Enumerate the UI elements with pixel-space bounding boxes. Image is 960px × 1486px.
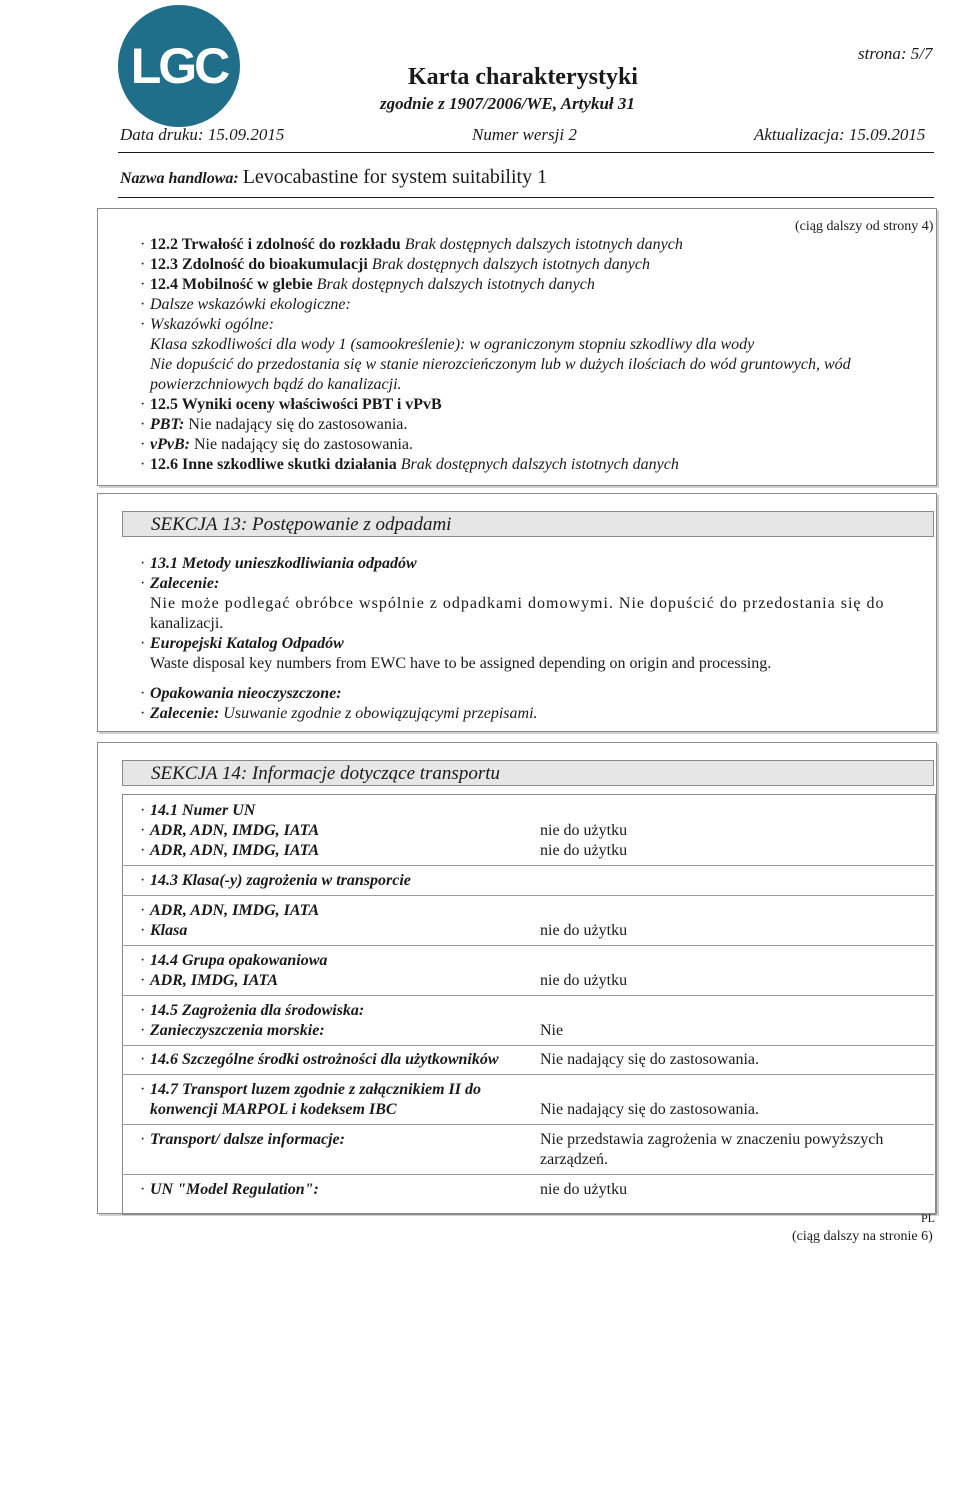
s12-2-line: · 12.2 Trwałość i zdolność do rozkładu Brak dostępnych dalszych istotnych danych [140, 236, 683, 253]
s14-3-line: · 14.3 Klasa(-y) zagrożenia w transporcie [140, 872, 411, 889]
s14-7-label-1: 14.7 Transport luzem zgodnie z załącznikiem II do [150, 1081, 482, 1098]
un-row1: · ADR, ADN, IMDG, IATA [140, 822, 320, 839]
s13-1-label: 13.1 Metody unieszkodliwiania odpadów [150, 555, 417, 572]
vpvb-line: · vPvB: Nie nadający się do zastosowania. [140, 436, 414, 453]
s12-4-label: 12.4 Mobilność w glebie [150, 276, 313, 293]
row-divider [122, 1045, 934, 1046]
pbt-label: PBT: [150, 416, 185, 433]
s12-3-value: Brak dostępnych dalszych istotnych danych [371, 256, 650, 273]
s14-5-label: 14.5 Zagrożenia dla środowiska: [150, 1002, 365, 1019]
pbt-line: · PBT: Nie nadający się do zastosowania. [140, 416, 408, 433]
marine-line: · Zanieczyszczenia morskie: [140, 1022, 325, 1039]
row-divider [122, 945, 934, 946]
trade-name-label: Nazwa handlowa: [120, 170, 239, 187]
model-label: UN "Model Regulation": [150, 1181, 319, 1198]
s14-4-label: 14.4 Grupa opakowaniowa [150, 952, 328, 969]
pg-modes: ADR, IMDG, IATA [150, 972, 279, 989]
logo-text: LGC [130, 38, 228, 94]
document-title: Karta charakterystyki [408, 64, 638, 90]
section-13-heading: SEKCJA 13: Postępowanie z odpadami [122, 511, 934, 537]
section-14-heading: SEKCJA 14: Informacje dotyczące transportu [122, 760, 934, 786]
further-label: Transport/ dalsze informacje: [150, 1131, 345, 1148]
row-divider [122, 895, 934, 896]
general-hints: Wskazówki ogólne: [150, 316, 274, 333]
s12-6-value: Brak dostępnych dalszych istotnych danych [400, 456, 679, 473]
s14-7-value: Nie nadający się do zastosowania. [540, 1101, 760, 1118]
water-hazard [150, 336, 754, 354]
s14-6-line: · 14.6 Szczególne środki ostrożności dla użytkowników [140, 1051, 499, 1068]
further-value-1: Nie przedstawia zagrożenia w znaczeniu powyższych [540, 1131, 884, 1148]
marine-value: Nie [540, 1022, 564, 1039]
do-not-allow-1 [150, 356, 851, 374]
language-code: PL [921, 1211, 936, 1225]
s14-1-label: 14.1 Numer UN [150, 802, 256, 819]
s12-5-label: 12.5 Wyniki oceny właściwości PBT i vPvB [150, 396, 442, 413]
trade-name-line [120, 166, 547, 189]
un-row2-value: nie do użytku [540, 842, 628, 859]
s12-3-line: · 12.3 Zdolność do bioakumulacji Brak dostępnych dalszych istotnych danych [140, 256, 650, 273]
pg-value: nie do użytku [540, 972, 628, 989]
un-row1-value: nie do użytku [540, 822, 628, 839]
pack-rec-label: Zalecenie: [150, 705, 220, 722]
rec-text-1: Nie może podlegać obróbce wspólnie z odpadkami domowymi. Nie dopuścić do przedostania się do [150, 595, 885, 612]
row-divider [122, 995, 934, 996]
further-line: · Transport/ dalsze informacje: [140, 1131, 345, 1148]
s12-6-label: 12.6 Inne szkodliwe skutki działania [150, 456, 397, 473]
row-divider [122, 1124, 934, 1125]
row-divider [122, 1074, 934, 1075]
vpvb-label: vPvB: [150, 436, 190, 453]
further-value-2: zarządzeń. [540, 1151, 608, 1168]
s14-4-line: · 14.4 Grupa opakowaniowa [140, 952, 328, 969]
recommendation-line: · Zalecenie: [140, 575, 220, 592]
s14-7-line1: · 14.7 Transport luzem zgodnie z załącznikiem II do [140, 1081, 482, 1098]
header-rule [118, 152, 934, 153]
s14-5-line: · 14.5 Zagrożenia dla środowiska: [140, 1002, 365, 1019]
s14-7-line2 [150, 1101, 397, 1119]
further-eco: Dalsze wskazówki ekologiczne: [150, 296, 351, 313]
version-number: Numer wersji 2 [472, 125, 577, 144]
un-row2-label: ADR, ADN, IMDG, IATA [150, 842, 320, 859]
un-row2: · ADR, ADN, IMDG, IATA [140, 842, 320, 859]
model-value: nie do użytku [540, 1181, 628, 1198]
s12-3-label: 12.3 Zdolność do bioakumulacji [150, 256, 368, 273]
update-date: Aktualizacja: 15.09.2015 [754, 125, 926, 144]
do-not-allow-1-text: Nie dopuścić do przedostania się w stanie nierozcieńczonym lub w dużych ilościach do wód gruntowych, wód [150, 356, 851, 373]
s12-2-value: Brak dostępnych dalszych istotnych danych [404, 236, 683, 253]
s12-4-line: · 12.4 Mobilność w glebie Brak dostępnych dalszych istotnych danych [140, 276, 595, 293]
s12-2-label: 12.2 Trwałość i zdolność do rozkładu [150, 236, 401, 253]
ewc-line: · Europejski Katalog Odpadów [140, 635, 344, 652]
pbt-value: Nie nadający się do zastosowania. [188, 416, 408, 433]
un-row1-label: ADR, ADN, IMDG, IATA [150, 822, 320, 839]
packaging-label: Opakowania nieoczyszczone: [150, 685, 342, 702]
ewc-text: Waste disposal key numbers from EWC have to be assigned depending on origin and processing. [150, 655, 772, 672]
do-not-allow-2-text: powierzchniowych bądź do kanalizacji. [150, 376, 402, 393]
model-line: · UN "Model Regulation": [140, 1181, 319, 1198]
s14-6-label: 14.6 Szczególne środki ostrożności dla użytkowników [150, 1051, 499, 1068]
pack-rec-value: Usuwanie zgodnie z obowiązującymi przepisami. [223, 705, 538, 722]
general-line: · Wskazówki ogólne: [140, 316, 274, 333]
s12-6-line: · 12.6 Inne szkodliwe skutki działania Brak dostępnych dalszych istotnych danych [140, 456, 679, 473]
s12-4-value: Brak dostępnych dalszych istotnych danych [316, 276, 595, 293]
recommendation-label: Zalecenie: [150, 575, 220, 592]
page-number: strona: 5/7 [858, 44, 933, 63]
further-eco-line: · Dalsze wskazówki ekologiczne: [140, 296, 351, 313]
s13-1-line: · 13.1 Metody unieszkodliwiania odpadów [140, 555, 417, 572]
s14-6-value: Nie nadający się do zastosowania. [540, 1051, 760, 1068]
continued-from: (ciąg dalszy od strony 4) [795, 219, 934, 234]
rec-text-2: kanalizacji. [150, 615, 224, 632]
class-line: · Klasa [140, 922, 188, 939]
s14-1-line: · 14.1 Numer UN [140, 802, 256, 819]
packaging-line: · Opakowania nieoczyszczone: [140, 685, 342, 702]
print-date: Data druku: 15.09.2015 [120, 125, 285, 144]
row-divider [122, 865, 934, 866]
ewc-label: Europejski Katalog Odpadów [150, 635, 344, 652]
regulation: zgodnie z 1907/2006/WE, Artykuł 31 [380, 94, 635, 113]
lgc-logo [118, 5, 240, 127]
trade-name: Levocabastine for system suitability 1 [242, 166, 548, 188]
class-modes-line: · ADR, ADN, IMDG, IATA [140, 902, 320, 919]
class-value: nie do użytku [540, 922, 628, 939]
s12-5-line: · 12.5 Wyniki oceny właściwości PBT i vPvB [140, 396, 442, 413]
continued-on: (ciąg dalszy na stronie 6) [792, 1229, 933, 1244]
pack-rec-line: · Zalecenie: Usuwanie zgodnie z obowiązującymi przepisami. [140, 705, 538, 722]
s14-7-label-2: konwencji MARPOL i kodeksem IBC [150, 1101, 397, 1118]
s14-3-label: 14.3 Klasa(-y) zagrożenia w transporcie [150, 872, 411, 889]
class-modes: ADR, ADN, IMDG, IATA [150, 902, 320, 919]
vpvb-value: Nie nadający się do zastosowania. [193, 436, 414, 453]
water-hazard-text: Klasa szkodliwości dla wody 1 (samookreślenie): w ograniczonym stopniu szkodliwy dla wody [150, 336, 755, 353]
header-rule-2 [118, 197, 934, 198]
pg-line: · ADR, IMDG, IATA [140, 972, 279, 989]
marine-label: Zanieczyszczenia morskie: [150, 1022, 325, 1039]
do-not-allow-2 [150, 376, 402, 394]
class-label: Klasa [150, 922, 188, 939]
row-divider [122, 1174, 934, 1175]
